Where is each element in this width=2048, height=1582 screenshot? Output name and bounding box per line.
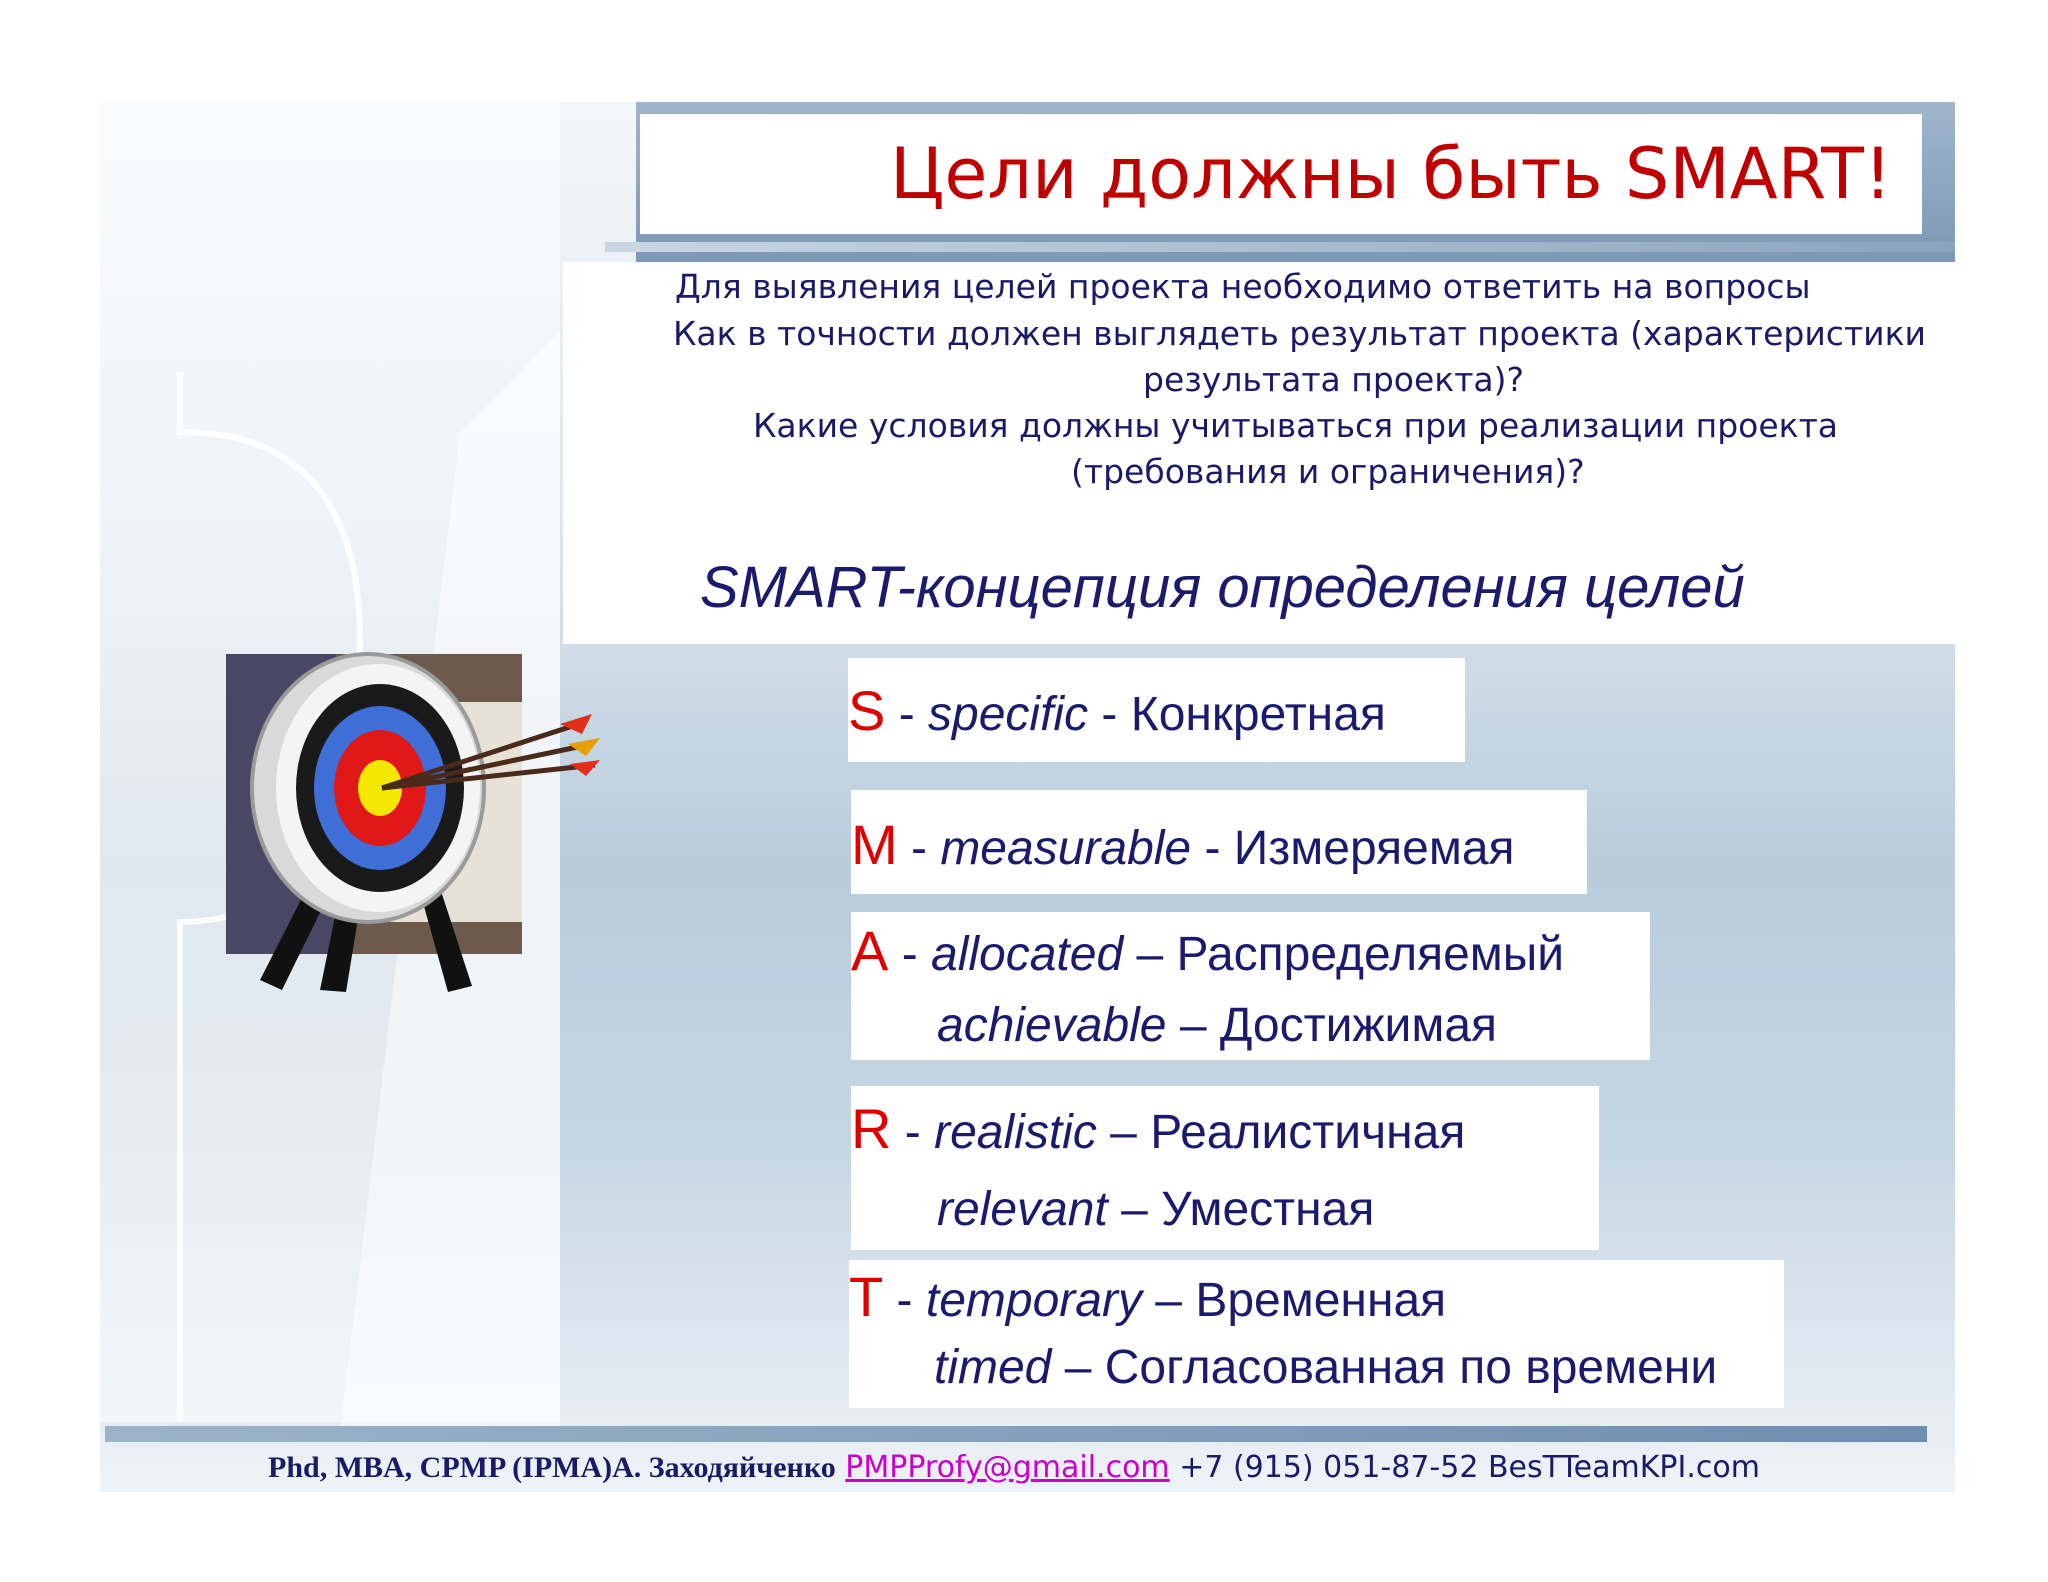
- english-term: allocated: [931, 928, 1124, 981]
- english-term: measurable: [940, 822, 1192, 875]
- russian-term: Реалистичная: [1150, 1106, 1466, 1159]
- smart-letter: S: [848, 679, 886, 742]
- smart-line: [851, 1096, 1465, 1161]
- contact-info: +7 (915) 051-87-52 BesTTeamKPI.com: [1179, 1450, 1760, 1485]
- archery-target-icon: [220, 642, 600, 1002]
- separator: -: [883, 1274, 926, 1327]
- slide: [100, 102, 1955, 1492]
- english-term: temporary: [925, 1274, 1142, 1327]
- smart-line: [937, 998, 1497, 1053]
- russian-term: Уместная: [1161, 1183, 1375, 1236]
- russian-term: Достижимая: [1219, 999, 1498, 1052]
- smart-line: [849, 1264, 1446, 1329]
- russian-term: Распределяемый: [1176, 928, 1565, 981]
- question-line: (требования и ограничения)?: [1071, 452, 1585, 491]
- separator: –: [1051, 1341, 1105, 1394]
- concept-heading: SMART-концепция определения целей: [700, 555, 1745, 620]
- separator: –: [1141, 1274, 1196, 1327]
- smart-letter: T: [849, 1265, 884, 1328]
- email-link[interactable]: PMPProfy@gmail.com: [845, 1450, 1170, 1485]
- smart-line: [937, 1182, 1374, 1237]
- separator: -: [885, 688, 929, 741]
- smart-item-a: [851, 912, 1650, 1060]
- separator: –: [1166, 999, 1220, 1052]
- question-line: результата проекта)?: [1143, 360, 1525, 399]
- separator: -: [891, 1106, 935, 1159]
- smart-letter: A: [851, 919, 889, 982]
- smart-line: [934, 1340, 1717, 1395]
- smart-line: [851, 918, 1564, 983]
- english-term: achievable: [937, 999, 1167, 1052]
- separator: -: [1088, 688, 1131, 741]
- question-line: Как в точности должен выглядеть результат проекта (характеристики: [673, 314, 1927, 353]
- separator: -: [897, 822, 941, 875]
- smart-letter: M: [851, 813, 898, 876]
- separator: –: [1107, 1183, 1162, 1236]
- smart-letter: R: [851, 1097, 892, 1160]
- russian-term: Временная: [1195, 1274, 1447, 1327]
- question-line: Какие условия должны учитываться при реализации проекта: [753, 406, 1839, 445]
- author-credits: Phd, MBA, CPMP (IPMA)А. Заходяйченко: [268, 1451, 836, 1484]
- english-term: timed: [934, 1341, 1052, 1394]
- smart-line: [848, 678, 1386, 743]
- russian-term: Измеряемая: [1233, 822, 1515, 875]
- title-underline: [605, 242, 1955, 252]
- smart-line: [851, 812, 1515, 877]
- question-line: Для выявления целей проекта необходимо ответить на вопросы: [675, 267, 1811, 306]
- smart-item-r: [851, 1086, 1599, 1250]
- smart-item-t: [849, 1260, 1784, 1408]
- english-term: specific: [928, 688, 1089, 741]
- separator: –: [1096, 1106, 1151, 1159]
- footer: [268, 1448, 1760, 1488]
- title-box: [640, 114, 1922, 234]
- english-term: relevant: [937, 1183, 1108, 1236]
- separator: –: [1123, 928, 1177, 981]
- separator: -: [888, 928, 932, 981]
- smart-item-s: [848, 658, 1465, 762]
- page-title: Цели должны быть SMART!: [889, 133, 1892, 215]
- russian-term: Согласованная по времени: [1104, 1341, 1718, 1394]
- russian-term: Конкретная: [1130, 688, 1386, 741]
- smart-item-m: [851, 790, 1587, 894]
- footer-bar: [105, 1426, 1927, 1442]
- separator: -: [1191, 822, 1234, 875]
- english-term: realistic: [934, 1106, 1097, 1159]
